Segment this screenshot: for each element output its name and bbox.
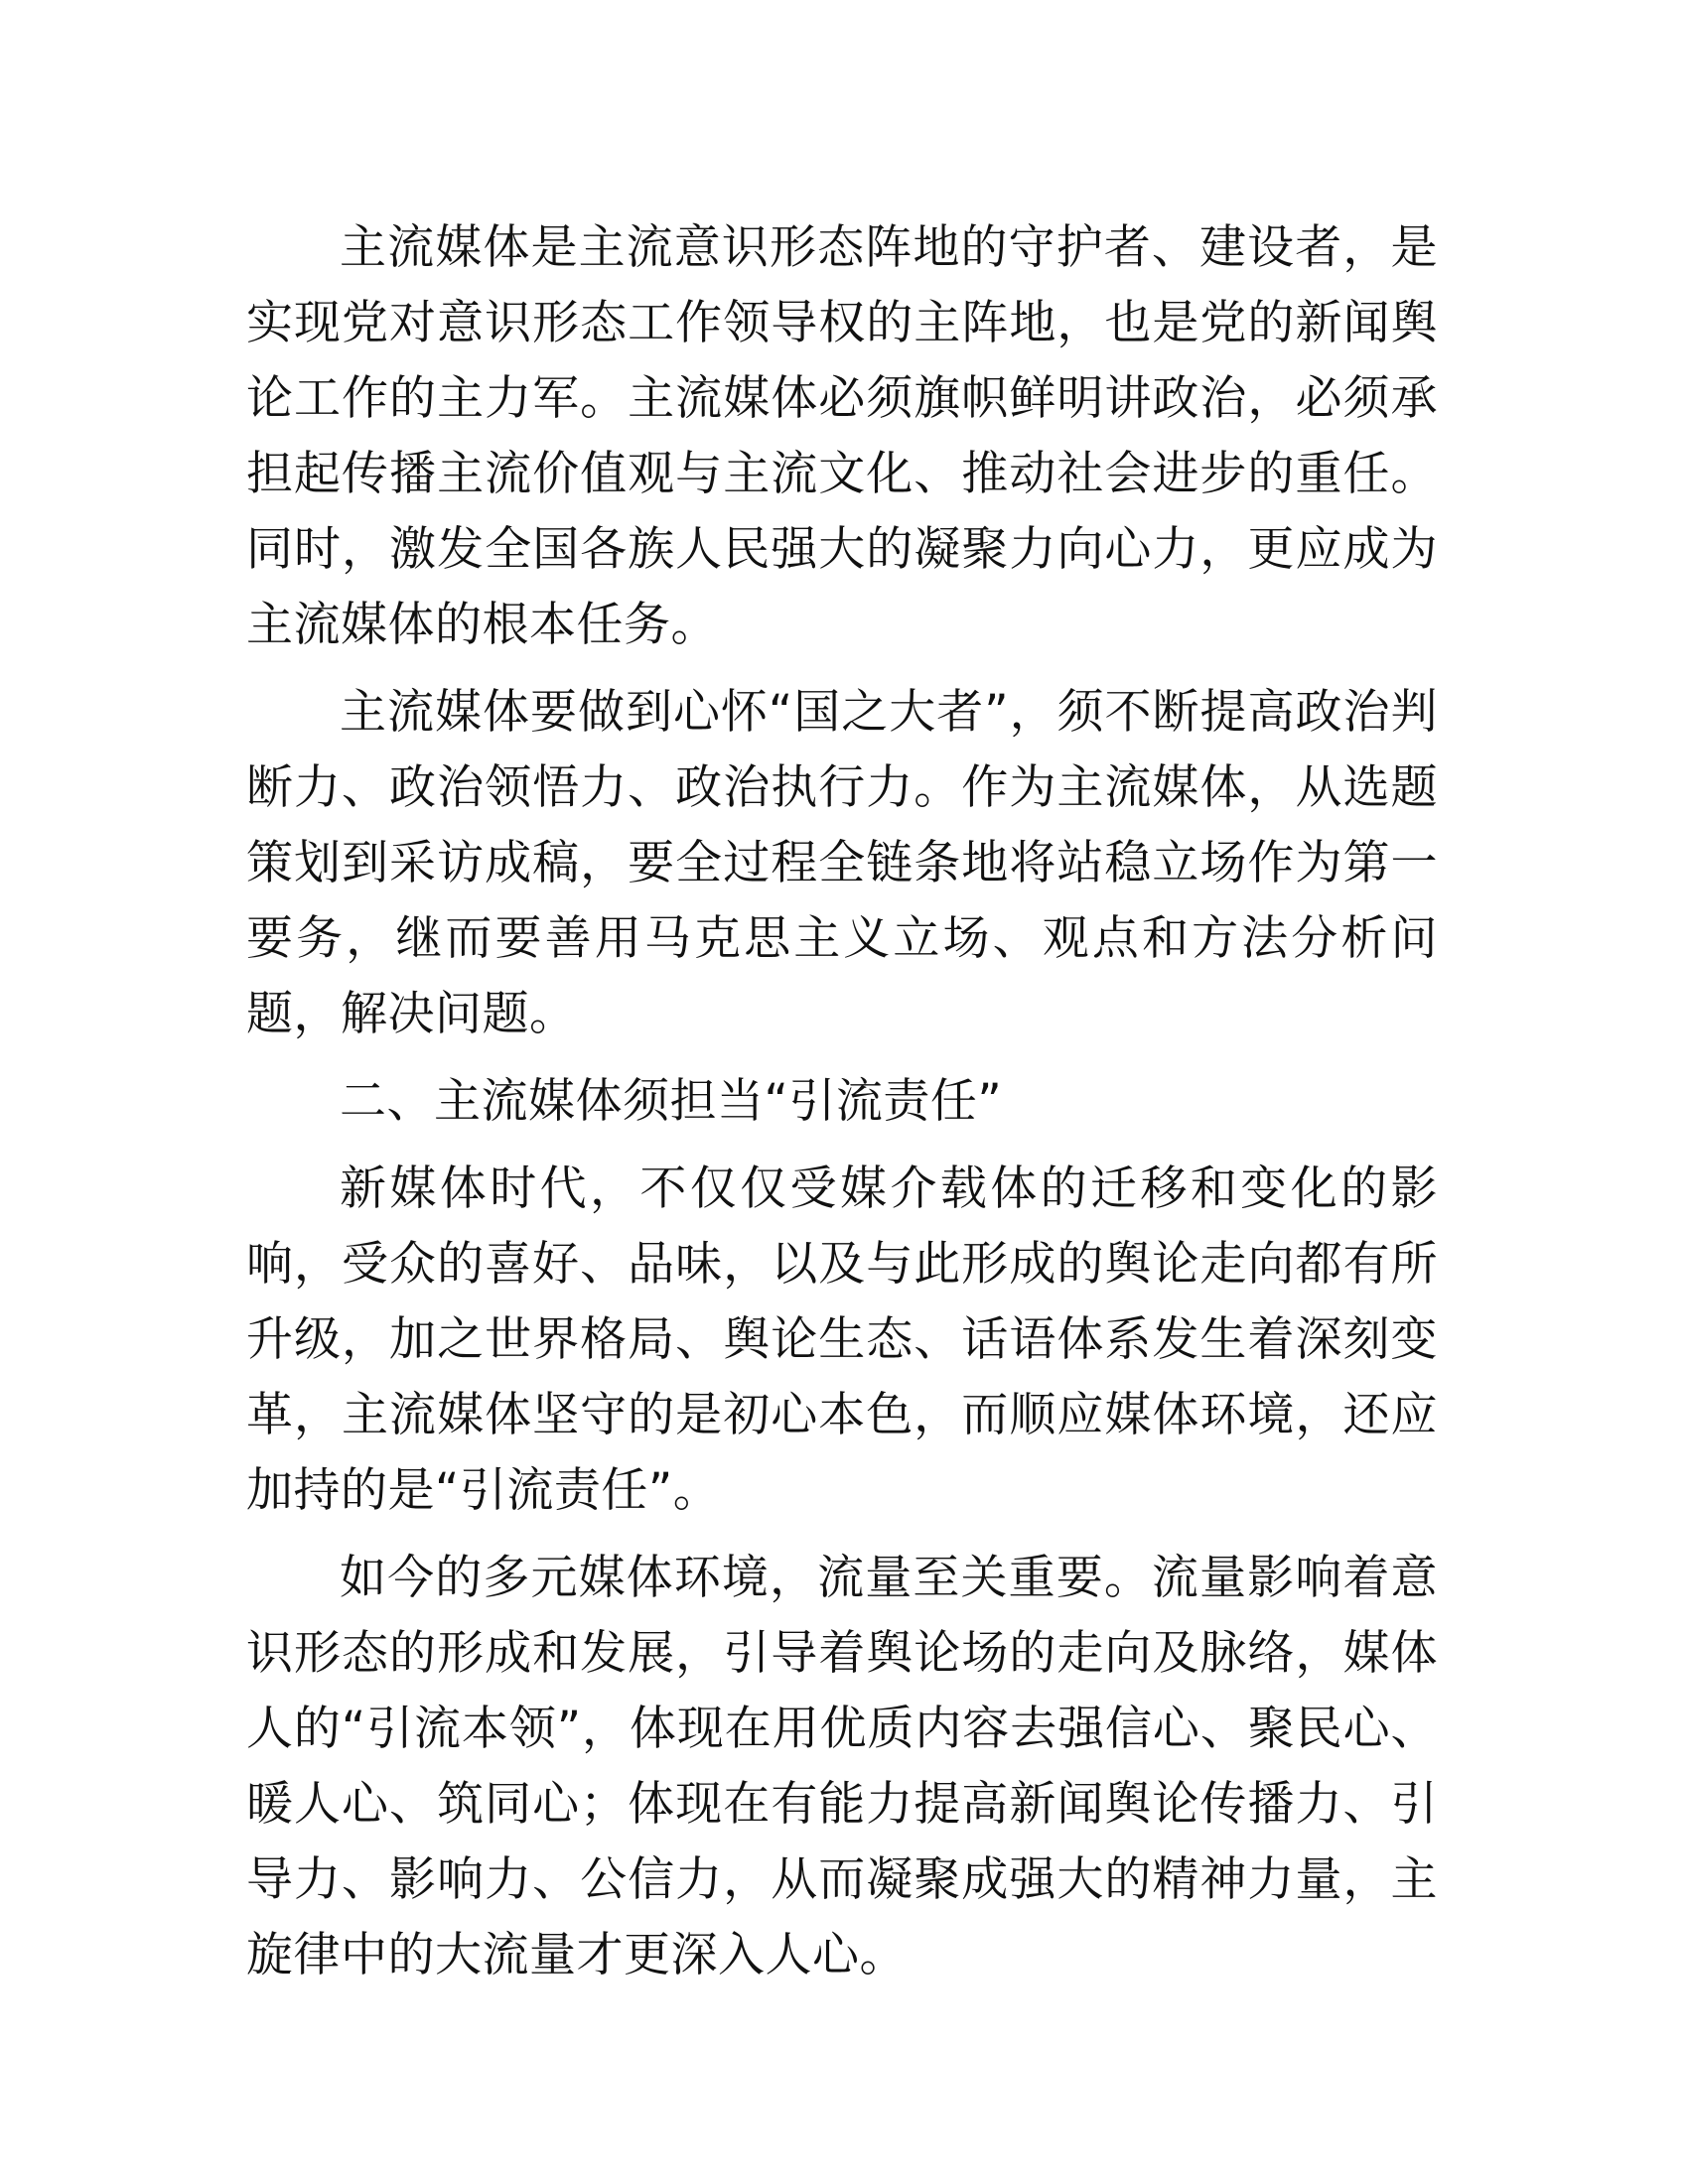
- section-heading: 二、主流媒体须担当“引流责任”: [340, 1074, 1003, 1129]
- paragraph-1: 主流媒体是主流意识形态阵地的守护者、建设者，是实现党对意识形态工作领导权的主阵地，也是党的新闻舆论工作的主力军。主流媒体必须旗帜鲜明讲政治，必须承担起传播主流价值观与主流文化、推动社会进步的重任。同时，激发全国各族人民强大的凝聚力向心力，更应成为主流媒体的根本任务。: [246, 220, 1438, 652]
- paragraph-2: 主流媒体要做到心怀“国之大者”，须不断提高政治判断力、政治领悟力、政治执行力。作为主流媒体，从选题策划到采访成稿，要全过程全链条地将站稳立场作为第一要务，继而要善用马克思主义立场、观点和方法分析问题，解决问题。: [246, 685, 1438, 1041]
- paragraph-4: 如今的多元媒体环境，流量至关重要。流量影响着意识形态的形成和发展，引导着舆论场的走向及脉络，媒体人的“引流本领”，体现在用优质内容去强信心、聚民心、暖人心、筑同心；体现在有能力提高新闻舆论传播力、引导力、影响力、公信力，从而凝聚成强大的精神力量，主旋律中的大流量才更深入人心。: [246, 1551, 1438, 1982]
- paragraph-3: 新媒体时代，不仅仅受媒介载体的迁移和变化的影响，受众的喜好、品味，以及与此形成的舆论走向都有所升级，加之世界格局、舆论生态、话语体系发生着深刻变革，主流媒体坚守的是初心本色，而顺应媒体环境，还应加持的是“引流责任”。: [246, 1161, 1438, 1518]
- document-page: [246, 210, 1438, 2005]
